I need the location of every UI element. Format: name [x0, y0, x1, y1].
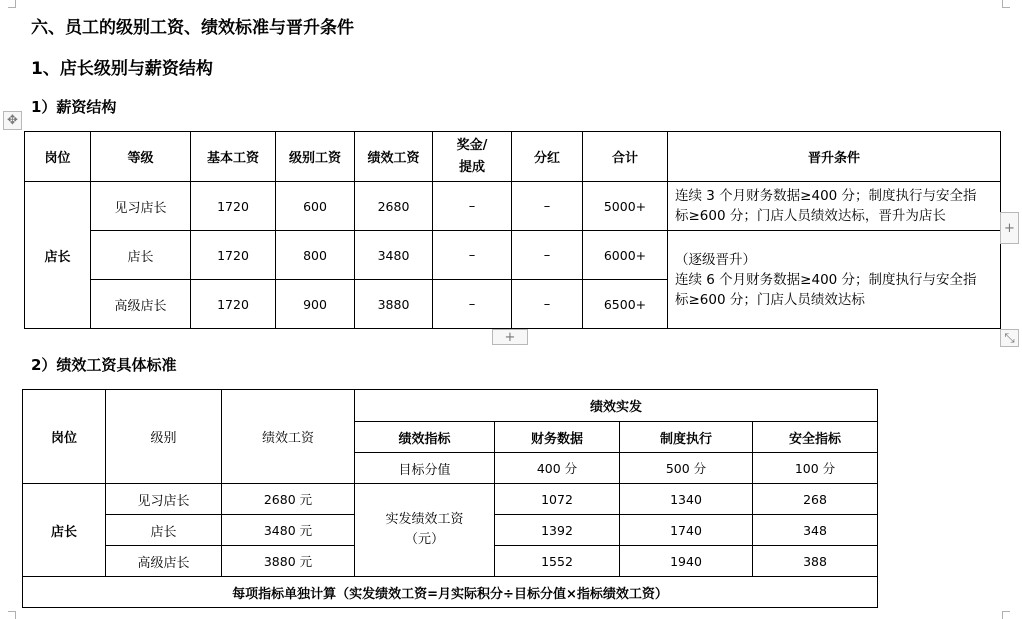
actual-wage-label-line: （元）: [404, 532, 444, 547]
header-base-wage: 基本工资: [191, 132, 276, 182]
level-cell: 见习店长: [106, 484, 222, 515]
header-performance-wage: 绩效工资: [222, 390, 355, 484]
promotion-condition-line: 标≥600 分；门店人员绩效达标，晋升为店长: [675, 208, 946, 224]
salary-structure-table: [24, 131, 1001, 329]
position-cell: 店长: [25, 182, 91, 329]
header-actual-payout: 绩效实发: [355, 390, 878, 422]
header-promotion: 晋升条件: [668, 132, 1001, 182]
page-corner-mark: [8, 611, 16, 619]
header-bonus-line-2: 提成: [458, 159, 485, 175]
performance-wage-table: [22, 389, 878, 608]
base-wage-cell: 1720: [191, 280, 276, 329]
bonus-cell: –: [433, 280, 512, 329]
total-cell: 6000+: [583, 231, 668, 280]
promotion-condition-line: （逐级晋升）: [675, 251, 756, 268]
base-wage-cell: 1720: [191, 231, 276, 280]
header-position: 岗位: [25, 132, 91, 182]
system-cell: 1940: [620, 546, 753, 577]
performance-wage-cell: 2680: [355, 182, 433, 231]
table-resize-handle[interactable]: [1000, 329, 1019, 347]
finance-cell: 1552: [495, 546, 620, 577]
safety-cell: 268: [753, 484, 878, 515]
header-level: 等级: [91, 132, 191, 182]
performance-wage-cell: 2680 元: [222, 484, 355, 515]
header-level: 级别: [106, 390, 222, 484]
target-finance: 400 分: [495, 453, 620, 484]
system-cell: 1340: [620, 484, 753, 515]
resize-icon: ⤡: [1004, 330, 1015, 346]
total-cell: 5000+: [583, 182, 668, 231]
promotion-condition-line: 连续 3 个月财务数据≥400 分；制度执行与安全指: [675, 188, 977, 204]
level-cell: 店长: [106, 515, 222, 546]
table-row: [25, 182, 1001, 231]
actual-wage-label-line: 实发绩效工资: [385, 512, 464, 527]
table-move-handle[interactable]: [3, 111, 22, 130]
dividend-cell: –: [512, 231, 583, 280]
target-score-label: 目标分值: [355, 453, 495, 484]
level-cell: 店长: [91, 231, 191, 280]
level-cell: 高级店长: [106, 546, 222, 577]
target-safety: 100 分: [753, 453, 878, 484]
move-icon: ✥: [7, 113, 18, 128]
base-wage-cell: 1720: [191, 182, 276, 231]
target-system: 500 分: [620, 453, 753, 484]
page-corner-mark: [1002, 611, 1010, 619]
header-total: 合计: [583, 132, 668, 182]
formula-row: [23, 577, 878, 608]
header-position: 岗位: [23, 390, 106, 484]
finance-cell: 1392: [495, 515, 620, 546]
plus-icon: +: [504, 329, 516, 345]
header-safety: 安全指标: [753, 422, 878, 453]
performance-wage-cell: 3480: [355, 231, 433, 280]
bonus-cell: –: [433, 231, 512, 280]
header-bonus-line-1: 奖金/: [456, 137, 488, 153]
performance-wage-cell: 3880: [355, 280, 433, 329]
plus-icon: +: [1004, 220, 1015, 236]
header-level-wage: 级别工资: [276, 132, 355, 182]
page-corner-mark: [1002, 0, 1010, 8]
performance-wage-cell: 3880 元: [222, 546, 355, 577]
promotion-condition-cell: [668, 231, 1001, 329]
header-indicator: 绩效指标: [355, 422, 495, 453]
subsection-heading: 1、店长级别与薪资结构: [31, 59, 213, 79]
calculation-formula: 每项指标单独计算（实发绩效工资=月实际积分÷目标分值×指标绩效工资）: [23, 577, 878, 608]
section-heading: 六、员工的级别工资、绩效标准与晋升条件: [31, 18, 354, 38]
promotion-condition-line: 标≥600 分；门店人员绩效达标: [675, 291, 865, 308]
header-system-execution: 制度执行: [620, 422, 753, 453]
promotion-condition-line: 连续 6 个月财务数据≥400 分；制度执行与安全指: [675, 271, 977, 288]
level-wage-cell: 600: [276, 182, 355, 231]
add-row-button[interactable]: [492, 329, 528, 345]
table-row: [23, 484, 878, 515]
salary-structure-heading: 1）薪资结构: [31, 98, 117, 116]
position-cell: 店长: [23, 484, 106, 577]
system-cell: 1740: [620, 515, 753, 546]
add-column-button[interactable]: [1000, 212, 1019, 244]
perf-header-row: [23, 390, 878, 422]
header-finance: 财务数据: [495, 422, 620, 453]
header-performance-wage: 绩效工资: [355, 132, 433, 182]
level-wage-cell: 800: [276, 231, 355, 280]
promotion-condition-cell: [668, 182, 1001, 231]
bonus-cell: –: [433, 182, 512, 231]
level-cell: 见习店长: [91, 182, 191, 231]
performance-wage-cell: 3480 元: [222, 515, 355, 546]
page-corner-mark: [8, 0, 16, 8]
performance-standard-heading: 2）绩效工资具体标准: [31, 356, 177, 374]
dividend-cell: –: [512, 280, 583, 329]
level-wage-cell: 900: [276, 280, 355, 329]
table-row: [25, 231, 1001, 280]
safety-cell: 388: [753, 546, 878, 577]
actual-wage-label: [355, 484, 495, 577]
salary-header-row: [25, 132, 1001, 182]
header-dividend: 分红: [512, 132, 583, 182]
finance-cell: 1072: [495, 484, 620, 515]
dividend-cell: –: [512, 182, 583, 231]
total-cell: 6500+: [583, 280, 668, 329]
safety-cell: 348: [753, 515, 878, 546]
header-bonus: [433, 132, 512, 182]
level-cell: 高级店长: [91, 280, 191, 329]
